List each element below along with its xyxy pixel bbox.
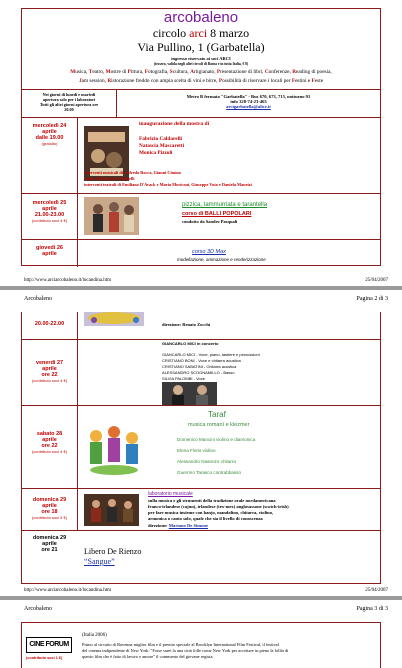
date-line: aprile bbox=[42, 541, 57, 547]
activity-text: resentazione di libri, bbox=[220, 69, 265, 75]
event-row bbox=[22, 312, 380, 339]
activity-initial: P bbox=[127, 69, 131, 75]
page3-table bbox=[21, 622, 381, 668]
opening-hours bbox=[22, 90, 117, 117]
hours-line: Nei giorni di lunedì e martedì bbox=[42, 92, 96, 97]
lineup-line: GIANCARLO MICI - Voce, piano, tastiere e percussioni bbox=[162, 352, 260, 357]
event-title: laboratorio musicale bbox=[148, 491, 193, 497]
date-line: aprile bbox=[42, 129, 57, 135]
activity-text: ossibilità di riservare i locali per bbox=[222, 78, 292, 84]
activity-initial: T bbox=[88, 69, 93, 75]
cineforum-logo: CINE FORUM bbox=[26, 637, 72, 653]
lineup-line: CRISTIANO BONI - Voce e chitarra acustica bbox=[162, 358, 241, 363]
event-title: pizzica, tammurriata e tarantella bbox=[182, 202, 268, 208]
event-date bbox=[22, 240, 78, 267]
date-line: aprile bbox=[42, 437, 57, 443]
event-date bbox=[22, 489, 78, 530]
activity-text: usica, bbox=[75, 69, 89, 75]
event-date bbox=[22, 531, 77, 561]
lineup-line: CRISTIANO SABATINI - Chitarra acustica bbox=[162, 364, 237, 369]
date-line: sabato 28 bbox=[36, 431, 63, 437]
price-note: (gratuito) bbox=[41, 141, 58, 146]
artist-name: Natascia Mascaretti bbox=[139, 143, 185, 149]
event-date bbox=[22, 194, 78, 239]
film-director: Libero De Rienzo bbox=[84, 547, 142, 556]
event-subtitle: corso di BALLI POPOLARI bbox=[182, 211, 252, 217]
concert-photo bbox=[162, 382, 217, 406]
event-row bbox=[22, 405, 380, 488]
event-subtitle: modellazione, animazione e renderizzazione bbox=[177, 257, 266, 262]
activity-initial: S bbox=[169, 69, 173, 75]
event-host: condotto da Sandro Pasquali bbox=[182, 219, 238, 224]
event-date bbox=[22, 340, 78, 405]
date-line: mercoledì 24 bbox=[32, 123, 67, 129]
workshop-line: per fare musica insieme con banjo, mandolino, chitarra, violino, bbox=[148, 510, 274, 515]
lineup-line: SILVIA PALOMBI - Voce bbox=[162, 376, 205, 381]
activity-initial: P bbox=[216, 69, 221, 75]
activity-text: este bbox=[314, 78, 324, 84]
photo-art bbox=[84, 312, 144, 326]
arci-word: arci bbox=[189, 26, 208, 40]
activity-text: eading di poesia, bbox=[296, 69, 332, 75]
activity-text: istorazione freddo con ampia scelta di vini e birre, bbox=[111, 78, 219, 84]
hours-line: Tutti gli altri giorni apertura ore bbox=[39, 102, 99, 107]
date-line: aprile bbox=[42, 366, 57, 372]
credits-line: interventi musicali di: Alfredo Rocca, Gianni Cimino bbox=[84, 170, 181, 175]
credits-line: interventi teatrali di Emiliano D'Avack e Maria Moriconi, Giuseppe Vota e Daniela Maurizi bbox=[84, 182, 252, 187]
phone-info: info 328-74-23-463 bbox=[230, 99, 267, 104]
activity-text: eatro, bbox=[92, 69, 106, 75]
hours-line: apertura solo per i laboratori bbox=[42, 97, 96, 102]
ingresso-note: ingresso riservato ai soci ARCI bbox=[171, 56, 231, 61]
event-direction: direzione: Renato Zocchi bbox=[162, 322, 211, 327]
event-title: inaugurazione della mostra di bbox=[139, 121, 210, 127]
circolo-line bbox=[22, 26, 380, 41]
event-date bbox=[22, 406, 78, 488]
event-row bbox=[22, 193, 380, 239]
lineup-line: Guerrino Tarasco contrabbasso bbox=[177, 470, 242, 475]
footer-url: http://www.arciarcobaleno.it/locandina.htm bbox=[24, 588, 112, 593]
activity-initial: F bbox=[291, 78, 296, 84]
date-line: venerdì 27 bbox=[35, 360, 64, 366]
date-line: ore 21 bbox=[41, 547, 58, 553]
date-line: domenica 29 bbox=[32, 497, 67, 503]
event-date bbox=[22, 312, 78, 339]
brand-title: arcobaleno bbox=[163, 9, 239, 26]
event-date bbox=[22, 118, 78, 193]
film-text: Primo al circuito di Ravenna miglior film e il premio speciale al Brooklyn International Film Festival, il festival bbox=[82, 642, 279, 647]
activity-initial: F bbox=[311, 78, 315, 84]
tessera-note: (tessera, valida negli altri circoli di Roma e in tutta Italia, € 8) bbox=[153, 62, 249, 66]
film-title[interactable]: “Sangue” bbox=[84, 557, 115, 566]
dance-photo bbox=[84, 197, 139, 235]
event-row bbox=[22, 239, 380, 267]
date-line: aprile bbox=[42, 206, 57, 212]
activity-initial: F bbox=[144, 69, 148, 75]
info-row bbox=[22, 89, 380, 117]
activity-initial: A bbox=[190, 69, 194, 75]
transport-info: Metro B fermata "Garbatella" - Bus 670, 673, 715, notturno 91 bbox=[186, 94, 311, 99]
price-note: (contributo soci 5 €) bbox=[31, 515, 68, 520]
director-link[interactable]: Mariano De Simone bbox=[168, 523, 209, 528]
activity-initial: R bbox=[292, 69, 297, 75]
activity-initial: M bbox=[70, 69, 76, 75]
film-text: del cinema indipendente di New York. "Forse sarei la una città folle come New York per accettare in pieno la follia di bbox=[82, 648, 289, 653]
activity-text: am session, bbox=[81, 78, 108, 84]
photo-art bbox=[162, 382, 217, 406]
activities-line bbox=[26, 69, 376, 75]
date-line: aprile bbox=[42, 503, 57, 509]
event-subtitle: musica romanì e klezmer bbox=[188, 422, 250, 428]
price-note: (contributo soci 1 €) bbox=[26, 656, 63, 660]
header-site: Arcobaleno bbox=[24, 606, 52, 612]
artist-name: Fabrizio Caldarelli bbox=[139, 136, 183, 142]
price-note: (contributo soci 4 €) bbox=[31, 378, 68, 383]
event-row bbox=[22, 488, 380, 530]
address: Via Pullino, 1 (Garbatella) bbox=[137, 40, 265, 54]
header-page-number: Pagina 2 di 3 bbox=[356, 296, 388, 302]
date-line: ore 22 bbox=[41, 372, 58, 378]
lineup-line: Alessandro Nasenzo chitarra bbox=[177, 459, 236, 464]
date-line: giovedì 26 bbox=[36, 245, 63, 251]
film-year: (Italia 2006) bbox=[82, 633, 107, 638]
workshop-photo bbox=[84, 494, 139, 526]
hours-line: 20.00 bbox=[64, 107, 74, 112]
illustration-art bbox=[84, 422, 144, 478]
event-row bbox=[22, 117, 380, 193]
activity-initial: J bbox=[78, 78, 82, 84]
activity-text: cultura, bbox=[172, 69, 191, 75]
workshop-direction bbox=[148, 523, 208, 528]
activity-initial: M bbox=[105, 69, 111, 75]
date-line: ore 18 bbox=[41, 509, 58, 515]
activity-text: otografia, bbox=[147, 69, 170, 75]
film-text: questo film che è fatto di lavoro e amore" il commento del giovane regista. bbox=[82, 654, 214, 659]
page-2 bbox=[0, 290, 402, 596]
activities-line-2 bbox=[26, 78, 376, 84]
footer-date: 25/04/2007 bbox=[365, 588, 388, 593]
activity-text: estini e bbox=[295, 78, 312, 84]
activity-initial: P bbox=[218, 78, 223, 84]
page-3 bbox=[0, 600, 402, 668]
activity-text: onferenze, bbox=[268, 69, 293, 75]
activity-text: rtigianato, bbox=[193, 69, 217, 75]
taraf-illustration bbox=[84, 422, 144, 478]
workshop-line: sulla musica e gli strumenti della tradizione orale nordamericana bbox=[148, 498, 276, 503]
lineup-line: Elena Floris violino bbox=[177, 448, 216, 453]
date-line: dalle 19.00 bbox=[35, 135, 64, 141]
date-line: ore 22 bbox=[41, 443, 58, 449]
flyer-table bbox=[21, 8, 381, 266]
event-title: GIANCARLO MICI in concerto bbox=[162, 341, 219, 346]
flyer-table bbox=[21, 312, 381, 584]
workshop-line: franco-irlandese (cajun), irlandese (tex-mex) anglosassone (scotch-irish) bbox=[148, 504, 289, 509]
event-row bbox=[22, 530, 380, 584]
credits-line: video di Fabrizio Caldarelli bbox=[84, 176, 135, 181]
workshop-line: armonica o canto solo, quale che sia il livello di conoscenza bbox=[148, 516, 263, 521]
time-line: 20.00-22.00 bbox=[34, 321, 65, 327]
page-1 bbox=[0, 0, 402, 285]
date-line: mercoledì 25 bbox=[32, 200, 67, 206]
date-line: aprile bbox=[42, 251, 57, 257]
price-note: (contributo soci 4 €) bbox=[31, 218, 68, 223]
contact-info bbox=[117, 90, 380, 117]
event-title: corso 3D Max bbox=[192, 249, 226, 255]
circolo-word: circolo bbox=[152, 26, 187, 40]
lineup-line: Domenico Mancini violino e diamonica bbox=[177, 437, 256, 442]
date-word: 8 marzo bbox=[210, 26, 250, 40]
email-link[interactable]: arcigarbatella@alice.it bbox=[226, 104, 271, 109]
event-title: Taraf bbox=[208, 410, 226, 419]
activity-initial: C bbox=[264, 69, 269, 75]
direction-label: direzione: bbox=[148, 523, 169, 528]
header-site: Arcobaleno bbox=[24, 296, 52, 302]
activity-text: ittura, bbox=[130, 69, 145, 75]
price-note: (contributo soci 4 €) bbox=[31, 449, 68, 454]
footer-url: http://www.arciarcobaleno.it/locandina.htm bbox=[24, 278, 112, 283]
date-line: domenica 29 bbox=[32, 535, 67, 541]
header-page-number: Pagina 3 di 3 bbox=[356, 606, 388, 612]
dance-art bbox=[84, 197, 139, 235]
date-line: 21.00-23.00 bbox=[34, 212, 65, 218]
photo-art bbox=[84, 494, 139, 526]
footer-date: 25/04/2007 bbox=[365, 278, 388, 283]
activity-text: ostre di bbox=[110, 69, 128, 75]
event-row bbox=[22, 339, 380, 405]
lineup-line: ALESSANDRO SCOGNAMILLO - Basso bbox=[162, 370, 235, 375]
event-photo bbox=[84, 312, 144, 326]
artist-name: Monica Pizzoli bbox=[139, 150, 173, 156]
activity-initial: R bbox=[107, 78, 112, 84]
